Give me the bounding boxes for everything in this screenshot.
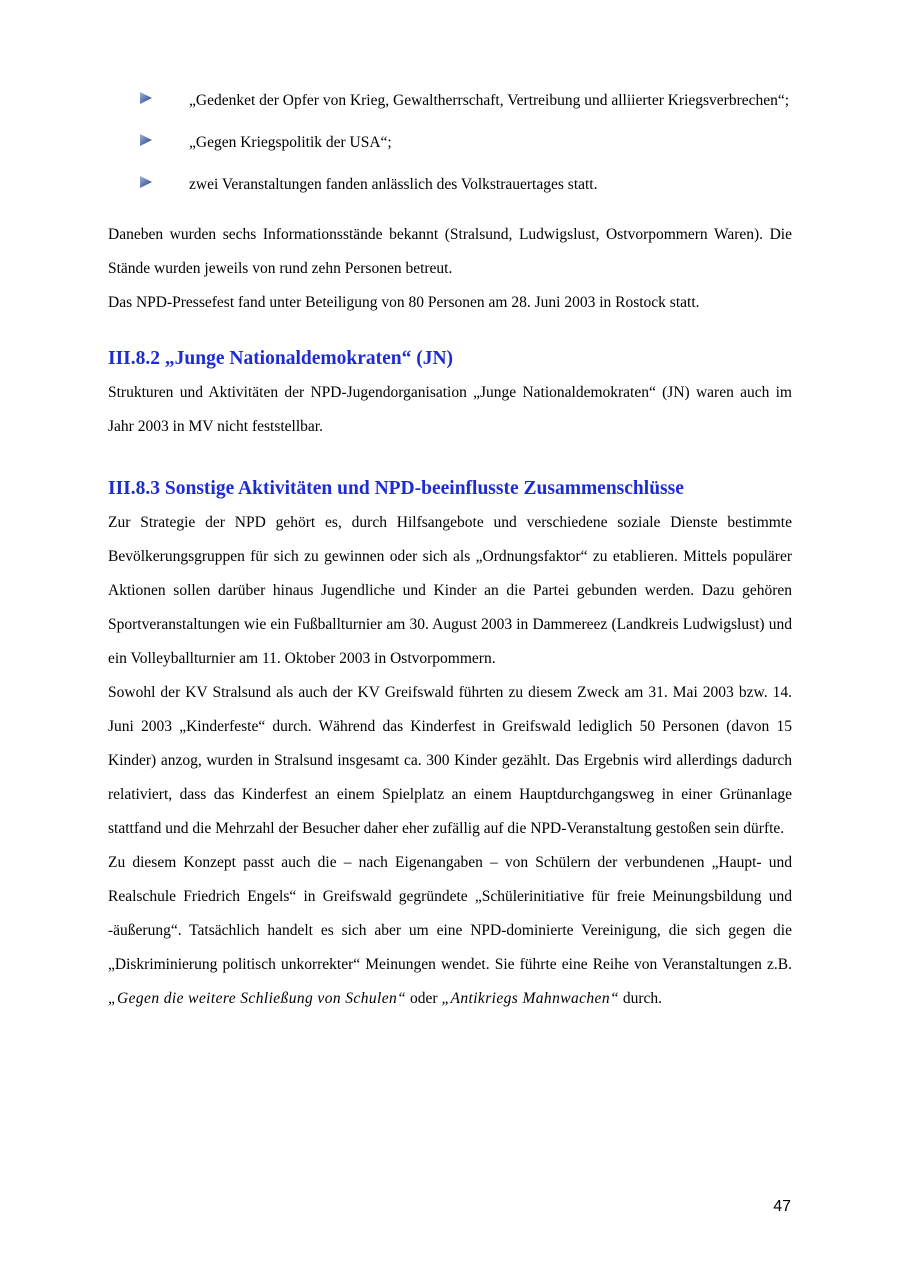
paragraph-schuelerinitiative — [108, 846, 792, 1016]
triangle-arrow-icon — [139, 133, 153, 147]
section-heading-other: III.8.3 Sonstige Aktivitäten und NPD-beeinflusste Zusammenschlüsse — [108, 478, 684, 499]
paragraph-info-stands: Daneben wurden sechs Informationsstände bekannt (Stralsund, Ludwigslust, Ostvorpommern Waren). Die Stände wurden jeweils von rund zehn Personen betreut. — [108, 226, 792, 277]
paragraph-text: durch. — [619, 990, 663, 1007]
bullet-list — [108, 84, 792, 202]
list-item — [108, 126, 792, 160]
paragraph-press-fest: Das NPD-Pressefest fand unter Beteiligung von 80 Personen am 28. Juni 2003 in Rostock statt. — [108, 294, 700, 311]
quoted-event-title: „Antikriegs Mahnwachen“ — [441, 990, 620, 1007]
page-number: 47 — [773, 1198, 791, 1215]
document-page — [108, 84, 792, 1016]
list-item — [108, 84, 792, 118]
paragraph-strategy: Zur Strategie der NPD gehört es, durch Hilfsangebote und verschiedene soziale Dienste bestimmte Bevölkerungsgruppen für sich zu gewinnen oder sich als „Ordnungsfaktor“ zu etablieren. Mittels populärer Aktionen sollen darüber hinaus Jugendliche und Kinder an die Partei gebunden werden. Dazu gehören Sportveranstaltungen wie ein Fußballturnier am 30. August 2003 in Dammereez (Landkreis Ludwigslust) und ein Volleyballturnier am 11. Oktober 2003 in Ostvorpommern. — [108, 514, 792, 667]
paragraph-text: Zu diesem Konzept passt auch die – nach Eigenangaben – von Schülern der verbundenen „Haupt- und Realschule Friedrich Engels“ in Greifswald gegründete „Schülerinitiative für freie Meinungsbildung und -äußerung“. Tatsächlich handelt es sich aber um eine NPD-dominierte Vereinigung, die sich gegen die „Diskriminierung politisch unkorrekter“ Meinungen wendet. Sie führte eine Reihe von Veranstaltungen z.B. — [108, 854, 792, 973]
paragraph-kinderfeste: Sowohl der KV Stralsund als auch der KV Greifswald führten zu diesem Zweck am 31. Mai 2003 bzw. 14. Juni 2003 „Kinderfeste“ durch. Während das Kinderfest in Greifswald lediglich 50 Personen (davon 15 Kinder) anzog, wurden in Stralsund insgesamt ca. 300 Kinder gezählt. Das Ergebnis wird allerdings dadurch relativiert, dass das Kinderfest an einem Spielplatz an einem Hauptdurchgangsweg in einer Grünanlage stattfand und die Mehrzahl der Besucher daher eher zufällig auf die NPD-Veranstaltung gestoßen sein dürfte. — [108, 684, 792, 837]
triangle-arrow-icon — [139, 175, 153, 189]
section-heading-jn: III.8.2 „Junge Nationaldemokraten“ (JN) — [108, 348, 454, 369]
quoted-event-title: „Gegen die weitere Schließung von Schulen“ — [108, 990, 407, 1007]
paragraph-text: oder — [406, 990, 442, 1007]
list-item — [108, 168, 792, 202]
bullet-text: „Gedenket der Opfer von Krieg, Gewaltherrschaft, Vertreibung und alliierter Kriegsverbrechen“; — [189, 92, 790, 109]
paragraph-jn: Strukturen und Aktivitäten der NPD-Jugendorganisation „Junge Nationaldemokraten“ (JN) waren auch im Jahr 2003 in MV nicht feststellbar. — [108, 384, 792, 435]
bullet-text: zwei Veranstaltungen fanden anlässlich des Volkstrauertages statt. — [189, 176, 598, 193]
bullet-text: „Gegen Kriegspolitik der USA“; — [189, 134, 392, 151]
triangle-arrow-icon — [139, 91, 153, 105]
